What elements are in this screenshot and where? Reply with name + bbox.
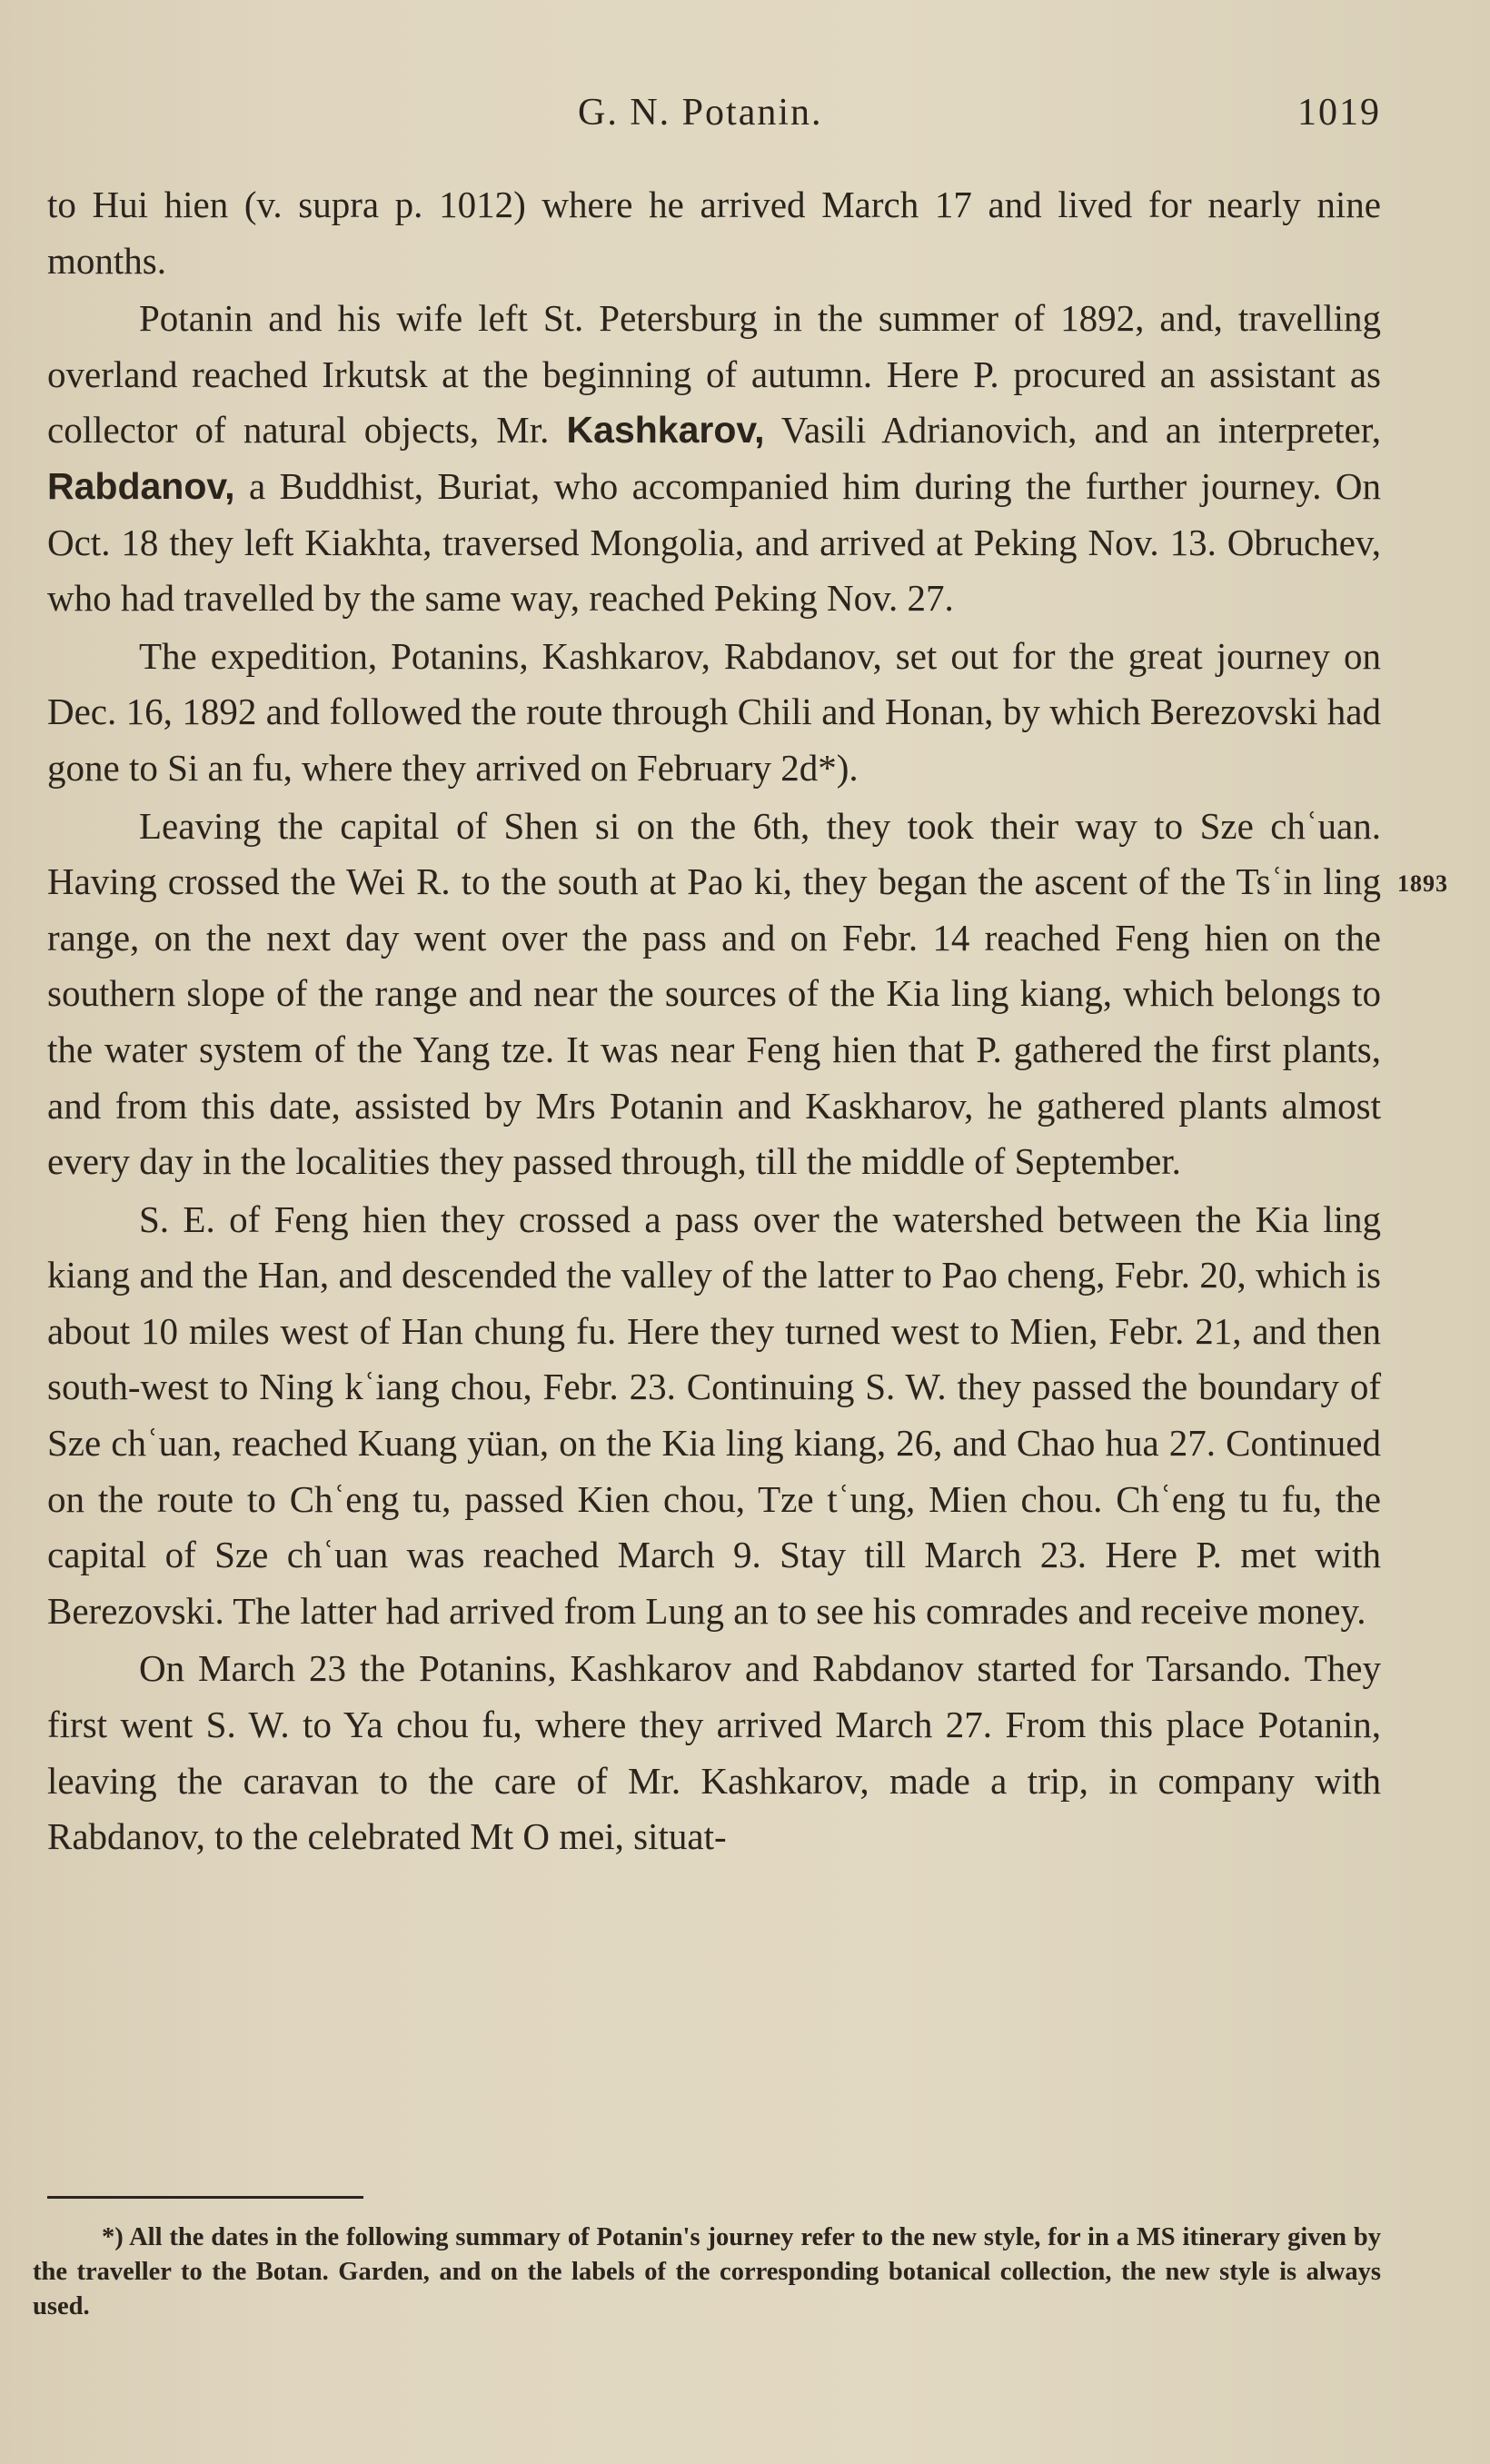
paragraph-3: The expedition, Potanins, Kashkarov, Rabdanov, set out for the great journey on Dec. 16, 1892 and followed the route through Chili and Honan, by which Berezovski had gone to Si an fu, where they arrived on February 2d*). [47,634,1381,789]
footnote-text: *) All the dates in the following summary of Potanin's journey refer to the new style, for in a MS itinerary given by the traveller to the Botan. Garden, and on the labels of the corresponding botanical collection, the new style is always used. [33,2223,1381,2320]
footnote-divider [47,2196,363,2199]
paragraph-2-part-3: a Buddhist, Buriat, who accompanied him during the further journey. On Oct. 18 they left Kiakhta, traversed Mongolia, and arrived at Peking Nov. 13. Obruchev, who had travelled by the same way, reached Peking Nov. 27. [47,464,1381,620]
paragraph-2-part-2: Vasili Adrianovich, and an interpreter, [764,409,1381,452]
paragraph-6: On March 23 the Potanins, Kashkarov and Rabdanov started for Tarsando. They first went S. W. to Ya chou fu, where they arrived March 27. From this place Potanin, leaving the caravan to the care of Mr. Kashkarov, made a trip, in company with Rabdanov, to the celebrated Mt O mei, situat- [47,1647,1381,1858]
name-kashkarov: Kashkarov, [566,409,765,452]
paragraph-4: Leaving the capital of Shen si on the 6th, they took their way to Sze chʿuan. Having crossed the Wei R. to the south at Pao ki, they began the ascent of the Tsʿin ling range, on the next day went over the pass and on Febr. 14 reached Feng hien on the southern slope of the range and near the sources of the Kia ling kiang, which belongs to the water system of the Yang tze. It was near Feng hien that P. gathered the first plants, and from this date, assisted by Mrs Potanin and Kaskharov, he gathered plants almost every day in the localities they passed through, till the middle of September. [47,804,1381,1183]
paragraph-1: to Hui hien (v. supra p. 1012) where he arrived March 17 and lived for nearly nine months. [47,184,1381,282]
running-head: G. N. Potanin. [578,92,823,134]
page-number: 1019 [1297,92,1381,134]
paragraph-5: S. E. of Feng hien they crossed a pass over the watershed between the Kia ling kiang and the Han, and descended the valley of the latter to Pao cheng, Febr. 20, which is about 10 miles west of Han chung fu. Here they turned west to Mien, Febr. 21, and then south-west to Ning kʿiang chou, Febr. 23. Continuing S. W. they passed the boundary of Sze chʿuan, reached Kuang yüan, on the Kia ling kiang, 26, and Chao hua 27. Continued on the route to Chʿeng tu, passed Kien chou, Tze tʿung, Mien chou. Chʿeng tu fu, the capital of Sze chʿuan was reached March 9. Stay till March 23. Here P. met with Berezovski. The latter had arrived from Lung an to see his comrades and receive money. [47,1197,1381,1632]
margin-year-note: 1893 [1397,870,1448,897]
paragraph-2 [47,291,1381,627]
footnote [33,2221,1381,2324]
body-text [47,177,1381,1865]
name-rabdanov: Rabdanov, [47,464,235,507]
paragraph-2-part-1: Potanin and his wife left St. Petersburg in the summer of 1892, and, travelling overland reached Irkutsk at the beginning of autumn. Here P. procured an assistant as collector of natural objects, Mr. [47,297,1381,452]
